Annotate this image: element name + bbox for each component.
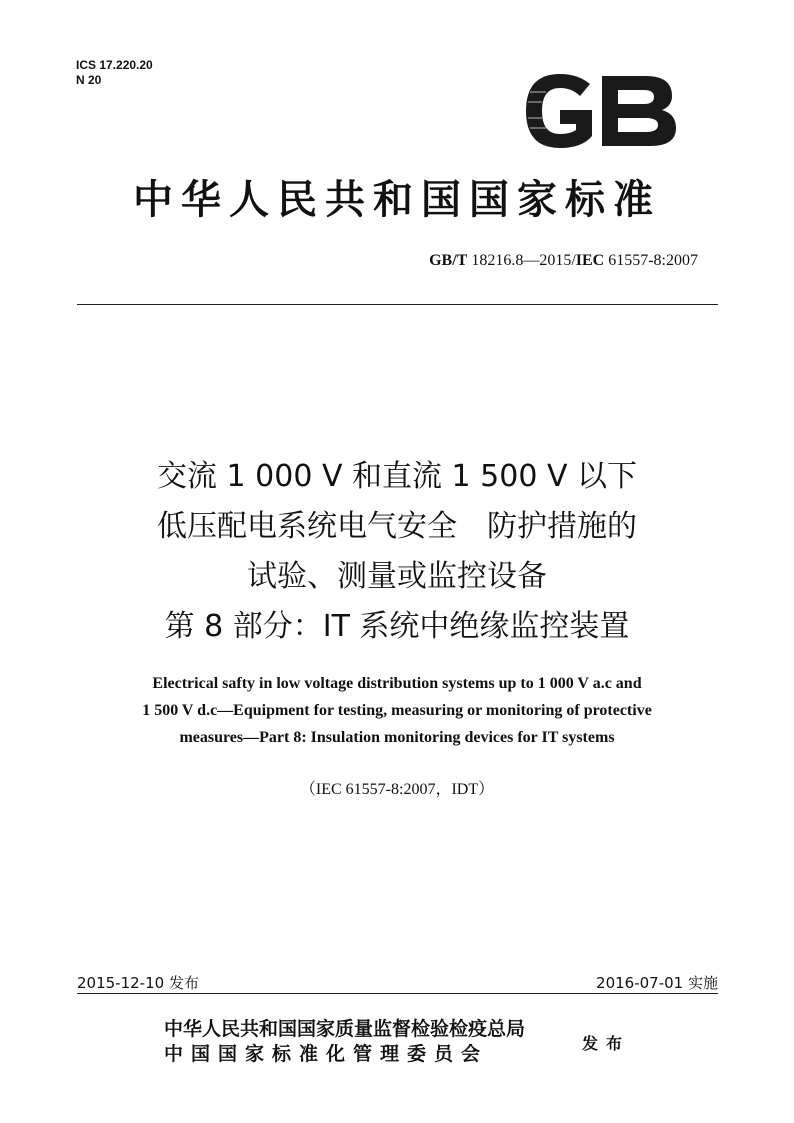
issuing-authorities: [164, 1017, 525, 1067]
chinese-title-line-3: 试验、测量或监控设备: [247, 559, 547, 594]
issuer-aqsiq: 中华人民共和国国家质量监督检验检疫总局: [164, 1018, 526, 1040]
org-title: 中华人民共和国国家标准: [133, 176, 661, 223]
standard-number: [429, 252, 698, 270]
classification-codes: [76, 58, 153, 88]
chinese-title-line-1: 交流 1 000 V 和直流 1 500 V 以下: [156, 459, 638, 494]
english-title: [70, 670, 724, 751]
standard-prefix: GB/T: [429, 252, 468, 269]
iec-prefix: IEC: [575, 252, 605, 269]
chinese-title-line-2: 低压配电系统电气安全 防护措施的: [157, 509, 637, 544]
chinese-title-line-4: 第 8 部分：IT 系统中绝缘监控装置: [164, 609, 630, 644]
publish-date: 2015-12-10 发布: [77, 974, 199, 992]
equivalence-note: （IEC 61557-8:2007，IDT）: [299, 781, 495, 798]
iec-code: 61557-8:2007: [604, 252, 698, 269]
chinese-title: [60, 452, 734, 652]
issuer-sac: 中国国家标准化管理委员会: [164, 1043, 489, 1065]
english-title-line-2: 1 500 V d.c—Equipment for testing, measuring or monitoring of protective: [142, 702, 652, 719]
ccs-code: N 20: [76, 73, 102, 87]
gb-logo-icon: [520, 70, 680, 152]
standard-code: 18216.8—2015/: [467, 252, 576, 269]
implementation-date: 2016-07-01 实施: [596, 974, 718, 992]
publish-label: 发布: [582, 1034, 631, 1053]
footer-divider: [77, 993, 718, 994]
ics-code: ICS 17.220.20: [76, 58, 153, 72]
english-title-line-1: Electrical safty in low voltage distribution systems up to 1 000 V a.c and: [152, 675, 642, 692]
english-title-line-3: measures—Part 8: Insulation monitoring devices for IT systems: [179, 729, 615, 746]
header-divider: [77, 304, 718, 305]
